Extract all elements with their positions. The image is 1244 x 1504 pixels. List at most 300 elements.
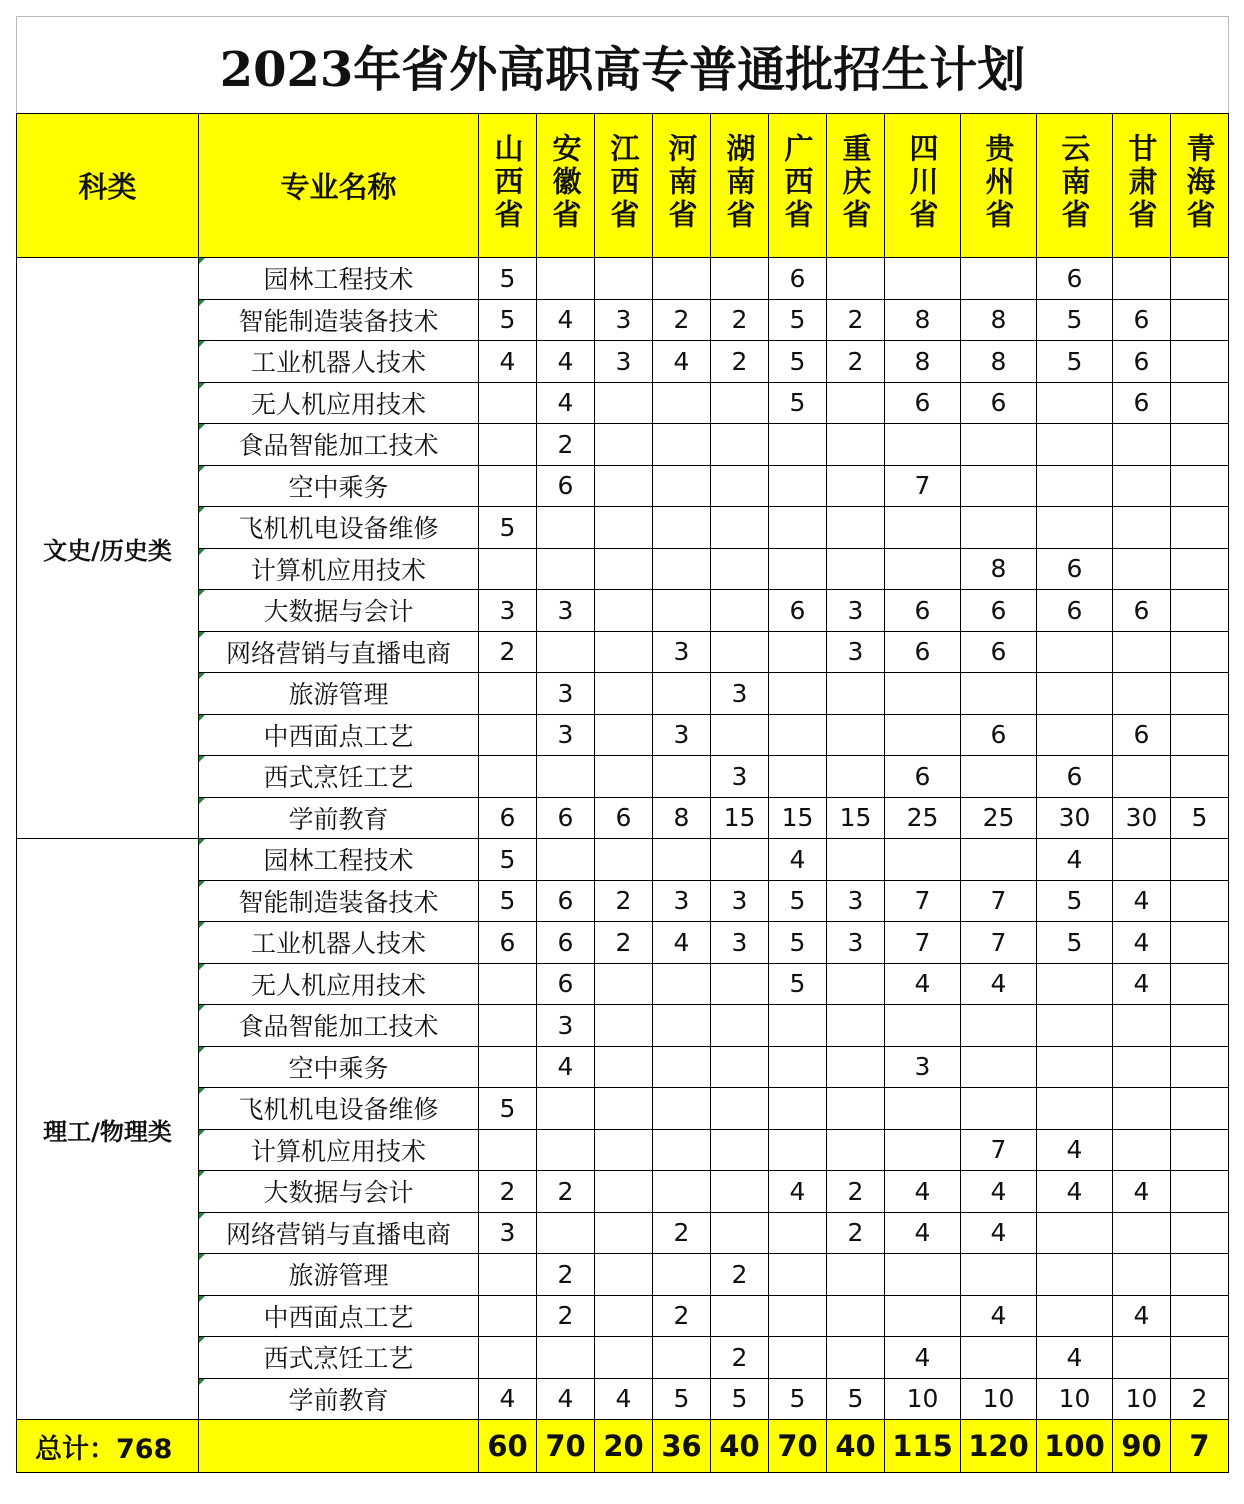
quota-cell: 2 <box>827 1212 885 1254</box>
quota-cell: 3 <box>711 880 769 922</box>
quota-cell <box>711 963 769 1005</box>
quota-cell <box>537 258 595 300</box>
quota-cell <box>711 1171 769 1213</box>
quota-cell <box>1037 1212 1113 1254</box>
quota-cell: 5 <box>769 299 827 341</box>
total-cell: 100 <box>1037 1420 1113 1473</box>
quota-cell <box>653 1337 711 1379</box>
quota-cell <box>827 1254 885 1296</box>
quota-cell <box>1171 1212 1229 1254</box>
quota-cell: 5 <box>479 507 537 549</box>
quota-cell: 5 <box>479 258 537 300</box>
quota-cell: 3 <box>653 880 711 922</box>
quota-cell: 4 <box>537 341 595 383</box>
quota-cell <box>653 382 711 424</box>
quota-cell: 2 <box>711 341 769 383</box>
quota-cell <box>769 1337 827 1379</box>
quota-cell <box>769 631 827 673</box>
table-row <box>17 1046 1229 1088</box>
header-province <box>1113 114 1171 258</box>
quota-cell: 6 <box>479 922 537 964</box>
quota-cell: 2 <box>537 1254 595 1296</box>
quota-cell <box>827 673 885 715</box>
major-name: 飞机机电设备维修 <box>199 507 479 549</box>
quota-cell <box>537 1129 595 1171</box>
quota-cell <box>885 548 961 590</box>
quota-cell <box>885 1088 961 1130</box>
header-province <box>961 114 1037 258</box>
quota-cell <box>1037 714 1113 756</box>
quota-cell: 4 <box>769 1171 827 1213</box>
quota-cell <box>1171 465 1229 507</box>
quota-cell: 4 <box>653 341 711 383</box>
total-cell: 70 <box>537 1420 595 1473</box>
quota-cell: 3 <box>885 1046 961 1088</box>
quota-cell: 4 <box>961 1295 1037 1337</box>
quota-cell: 2 <box>479 631 537 673</box>
quota-cell: 3 <box>711 922 769 964</box>
quota-cell: 6 <box>537 922 595 964</box>
quota-cell <box>653 756 711 798</box>
quota-cell: 4 <box>1037 1129 1113 1171</box>
total-cell: 60 <box>479 1420 537 1473</box>
total-row <box>17 1420 1229 1473</box>
major-name: 工业机器人技术 <box>199 922 479 964</box>
quota-cell <box>479 465 537 507</box>
province-name: 安徽省 <box>548 132 583 232</box>
quota-cell <box>769 1088 827 1130</box>
header-province <box>1037 114 1113 258</box>
quota-cell <box>711 714 769 756</box>
quota-cell: 3 <box>537 590 595 632</box>
major-name: 旅游管理 <box>199 673 479 715</box>
quota-cell <box>1171 590 1229 632</box>
quota-cell <box>653 1005 711 1047</box>
quota-cell: 8 <box>885 299 961 341</box>
total-cell: 90 <box>1113 1420 1171 1473</box>
major-name: 学前教育 <box>199 797 479 839</box>
quota-cell <box>653 1088 711 1130</box>
quota-cell <box>961 1254 1037 1296</box>
quota-cell: 7 <box>885 465 961 507</box>
total-cell: 70 <box>769 1420 827 1473</box>
quota-cell: 4 <box>537 382 595 424</box>
quota-cell: 2 <box>595 880 653 922</box>
quota-cell <box>711 1129 769 1171</box>
quota-cell: 5 <box>1037 880 1113 922</box>
quota-cell <box>1037 1088 1113 1130</box>
quota-cell: 6 <box>961 382 1037 424</box>
quota-cell: 4 <box>537 1378 595 1420</box>
table-row <box>17 1129 1229 1171</box>
table-row <box>17 341 1229 383</box>
quota-cell: 5 <box>769 1378 827 1420</box>
major-name: 计算机应用技术 <box>199 548 479 590</box>
total-cell: 40 <box>711 1420 769 1473</box>
header-province <box>827 114 885 258</box>
quota-cell: 6 <box>769 258 827 300</box>
quota-cell <box>479 1046 537 1088</box>
table-row <box>17 1212 1229 1254</box>
quota-cell <box>1113 507 1171 549</box>
quota-cell <box>1171 548 1229 590</box>
quota-cell <box>769 756 827 798</box>
quota-cell: 7 <box>961 922 1037 964</box>
quota-cell <box>479 424 537 466</box>
quota-cell <box>769 465 827 507</box>
table-row <box>17 880 1229 922</box>
quota-cell: 7 <box>961 1129 1037 1171</box>
quota-cell: 3 <box>653 714 711 756</box>
quota-cell <box>595 1046 653 1088</box>
header-province <box>1171 114 1229 258</box>
major-name: 西式烹饪工艺 <box>199 756 479 798</box>
major-name: 空中乘务 <box>199 1046 479 1088</box>
quota-cell <box>961 1088 1037 1130</box>
quota-cell <box>595 673 653 715</box>
table-row <box>17 465 1229 507</box>
quota-cell: 2 <box>595 922 653 964</box>
quota-cell: 6 <box>1113 714 1171 756</box>
province-name: 贵州省 <box>981 132 1016 232</box>
major-name: 空中乘务 <box>199 465 479 507</box>
quota-cell <box>885 1295 961 1337</box>
quota-cell: 5 <box>769 382 827 424</box>
quota-cell: 4 <box>1113 880 1171 922</box>
quota-cell <box>1113 1129 1171 1171</box>
quota-cell: 2 <box>653 1295 711 1337</box>
province-name: 甘肃省 <box>1124 132 1159 232</box>
quota-cell: 5 <box>479 880 537 922</box>
quota-cell <box>479 1254 537 1296</box>
quota-cell <box>1037 424 1113 466</box>
quota-cell: 4 <box>595 1378 653 1420</box>
enrollment-plan-sheet <box>16 16 1229 1473</box>
quota-cell: 2 <box>537 424 595 466</box>
quota-cell <box>595 1171 653 1213</box>
quota-cell <box>1113 631 1171 673</box>
province-name: 青海省 <box>1182 132 1217 232</box>
quota-cell <box>595 1212 653 1254</box>
quota-cell <box>827 1129 885 1171</box>
province-name: 四川省 <box>905 132 940 232</box>
quota-cell: 2 <box>827 341 885 383</box>
quota-cell <box>537 631 595 673</box>
header-category: 科类 <box>17 114 199 258</box>
quota-cell: 6 <box>1113 382 1171 424</box>
quota-cell: 5 <box>827 1378 885 1420</box>
quota-cell: 6 <box>537 465 595 507</box>
quota-cell: 7 <box>885 922 961 964</box>
quota-cell <box>1171 1046 1229 1088</box>
table-row <box>17 922 1229 964</box>
total-cell: 20 <box>595 1420 653 1473</box>
quota-cell <box>595 1005 653 1047</box>
enrollment-table <box>16 16 1229 1473</box>
quota-cell <box>479 673 537 715</box>
quota-cell: 10 <box>885 1378 961 1420</box>
category-cell: 理工/物理类 <box>17 839 199 1420</box>
quota-cell: 4 <box>1113 1295 1171 1337</box>
quota-cell <box>479 1005 537 1047</box>
quota-cell: 5 <box>479 839 537 881</box>
quota-cell: 6 <box>479 797 537 839</box>
major-name: 网络营销与直播电商 <box>199 631 479 673</box>
quota-cell <box>653 1046 711 1088</box>
quota-cell <box>595 590 653 632</box>
quota-cell: 3 <box>827 631 885 673</box>
quota-cell: 4 <box>769 839 827 881</box>
quota-cell <box>885 1129 961 1171</box>
quota-cell <box>711 1295 769 1337</box>
table-row <box>17 797 1229 839</box>
quota-cell <box>1171 839 1229 881</box>
table-row <box>17 1295 1229 1337</box>
quota-cell <box>537 756 595 798</box>
quota-cell <box>769 1254 827 1296</box>
quota-cell: 4 <box>479 1378 537 1420</box>
quota-cell: 4 <box>885 1212 961 1254</box>
quota-cell <box>1113 673 1171 715</box>
province-name: 湖南省 <box>722 132 757 232</box>
quota-cell: 6 <box>961 714 1037 756</box>
major-name: 无人机应用技术 <box>199 963 479 1005</box>
quota-cell: 5 <box>1171 797 1229 839</box>
quota-cell <box>595 1337 653 1379</box>
quota-cell <box>711 1212 769 1254</box>
quota-cell <box>885 714 961 756</box>
quota-cell <box>653 1171 711 1213</box>
quota-cell <box>595 548 653 590</box>
quota-cell <box>653 258 711 300</box>
quota-cell <box>827 548 885 590</box>
quota-cell <box>961 507 1037 549</box>
quota-cell: 6 <box>1037 756 1113 798</box>
quota-cell: 5 <box>769 922 827 964</box>
quota-cell: 2 <box>653 299 711 341</box>
total-cell: 115 <box>885 1420 961 1473</box>
province-name: 河南省 <box>664 132 699 232</box>
province-name: 山西省 <box>490 132 525 232</box>
quota-cell: 25 <box>885 797 961 839</box>
quota-cell <box>711 590 769 632</box>
quota-cell <box>1171 1129 1229 1171</box>
major-name: 食品智能加工技术 <box>199 424 479 466</box>
quota-cell <box>769 714 827 756</box>
quota-cell <box>595 258 653 300</box>
quota-cell <box>961 258 1037 300</box>
table-row <box>17 963 1229 1005</box>
quota-cell: 6 <box>885 756 961 798</box>
quota-cell <box>1113 1212 1171 1254</box>
quota-cell <box>1037 673 1113 715</box>
quota-cell <box>711 548 769 590</box>
quota-cell: 4 <box>537 1046 595 1088</box>
quota-cell <box>885 1005 961 1047</box>
quota-cell <box>653 424 711 466</box>
quota-cell <box>769 507 827 549</box>
quota-cell <box>1037 1046 1113 1088</box>
quota-cell <box>961 756 1037 798</box>
quota-cell <box>885 424 961 466</box>
quota-cell <box>1113 839 1171 881</box>
quota-cell <box>1171 382 1229 424</box>
quota-cell: 4 <box>537 299 595 341</box>
quota-cell <box>769 1129 827 1171</box>
quota-cell <box>1171 963 1229 1005</box>
header-major: 专业名称 <box>199 114 479 258</box>
quota-cell: 10 <box>1037 1378 1113 1420</box>
major-name: 网络营销与直播电商 <box>199 1212 479 1254</box>
table-row <box>17 1005 1229 1047</box>
table-row <box>17 382 1229 424</box>
quota-cell: 15 <box>769 797 827 839</box>
quota-cell: 15 <box>827 797 885 839</box>
quota-cell: 3 <box>711 756 769 798</box>
quota-cell <box>827 465 885 507</box>
quota-cell <box>1037 465 1113 507</box>
quota-cell: 5 <box>769 341 827 383</box>
quota-cell <box>1171 299 1229 341</box>
quota-cell: 6 <box>885 590 961 632</box>
quota-cell <box>769 1005 827 1047</box>
header-province <box>769 114 827 258</box>
quota-cell: 4 <box>961 1171 1037 1213</box>
quota-cell <box>827 258 885 300</box>
quota-cell <box>885 1254 961 1296</box>
table-row <box>17 424 1229 466</box>
quota-cell <box>537 548 595 590</box>
quota-cell: 3 <box>653 631 711 673</box>
table-row <box>17 507 1229 549</box>
table-row <box>17 1088 1229 1130</box>
table-row <box>17 1378 1229 1420</box>
table-row <box>17 756 1229 798</box>
quota-cell <box>1113 465 1171 507</box>
total-label: 总计：768 <box>17 1420 199 1473</box>
quota-cell <box>711 258 769 300</box>
quota-cell <box>711 465 769 507</box>
quota-cell <box>711 631 769 673</box>
quota-cell: 3 <box>479 590 537 632</box>
quota-cell <box>653 590 711 632</box>
quota-cell <box>711 1005 769 1047</box>
quota-cell <box>479 1129 537 1171</box>
quota-cell <box>479 1295 537 1337</box>
quota-cell: 6 <box>961 631 1037 673</box>
quota-cell <box>1171 1088 1229 1130</box>
quota-cell: 4 <box>885 1171 961 1213</box>
table-row <box>17 590 1229 632</box>
quota-cell: 15 <box>711 797 769 839</box>
quota-cell <box>1171 880 1229 922</box>
quota-cell: 6 <box>961 590 1037 632</box>
quota-cell <box>653 548 711 590</box>
quota-cell <box>1113 1337 1171 1379</box>
quota-cell <box>595 1295 653 1337</box>
table-row <box>17 673 1229 715</box>
quota-cell: 5 <box>1037 341 1113 383</box>
quota-cell: 6 <box>1113 590 1171 632</box>
quota-cell <box>885 258 961 300</box>
table-row <box>17 548 1229 590</box>
quota-cell: 4 <box>885 1337 961 1379</box>
quota-cell: 8 <box>885 341 961 383</box>
major-name: 智能制造装备技术 <box>199 299 479 341</box>
quota-cell <box>1037 507 1113 549</box>
quota-cell: 10 <box>961 1378 1037 1420</box>
quota-cell <box>1171 756 1229 798</box>
quota-cell <box>537 1337 595 1379</box>
quota-cell: 4 <box>1037 839 1113 881</box>
quota-cell: 2 <box>827 299 885 341</box>
table-row <box>17 299 1229 341</box>
quota-cell <box>595 714 653 756</box>
quota-cell: 4 <box>653 922 711 964</box>
quota-cell: 3 <box>827 880 885 922</box>
quota-cell: 30 <box>1113 797 1171 839</box>
quota-cell <box>769 1212 827 1254</box>
quota-cell <box>653 1254 711 1296</box>
quota-cell: 5 <box>1037 922 1113 964</box>
quota-cell: 8 <box>961 548 1037 590</box>
quota-cell <box>769 548 827 590</box>
quota-cell: 4 <box>1113 922 1171 964</box>
table-row <box>17 1254 1229 1296</box>
quota-cell <box>961 1337 1037 1379</box>
quota-cell <box>827 839 885 881</box>
quota-cell <box>961 839 1037 881</box>
quota-cell <box>479 1337 537 1379</box>
total-cell: 120 <box>961 1420 1037 1473</box>
quota-cell: 3 <box>537 1005 595 1047</box>
quota-cell <box>711 1088 769 1130</box>
major-name: 无人机应用技术 <box>199 382 479 424</box>
quota-cell <box>537 839 595 881</box>
quota-cell: 8 <box>653 797 711 839</box>
quota-cell <box>595 1254 653 1296</box>
quota-cell <box>827 507 885 549</box>
table-row <box>17 1171 1229 1213</box>
quota-cell <box>595 1129 653 1171</box>
quota-cell: 8 <box>961 341 1037 383</box>
quota-cell <box>961 673 1037 715</box>
table-row <box>17 258 1229 300</box>
quota-cell: 5 <box>479 1088 537 1130</box>
total-spacer <box>199 1420 479 1473</box>
quota-cell: 4 <box>1113 963 1171 1005</box>
quota-cell <box>711 839 769 881</box>
quota-cell <box>1037 1005 1113 1047</box>
quota-cell <box>537 507 595 549</box>
quota-cell: 5 <box>1037 299 1113 341</box>
major-name: 大数据与会计 <box>199 590 479 632</box>
quota-cell <box>1171 507 1229 549</box>
quota-cell: 6 <box>1113 341 1171 383</box>
quota-cell <box>885 673 961 715</box>
total-cell: 7 <box>1171 1420 1229 1473</box>
category-cell: 文史/历史类 <box>17 258 199 839</box>
quota-cell: 5 <box>479 299 537 341</box>
quota-cell: 5 <box>769 963 827 1005</box>
quota-cell <box>1171 673 1229 715</box>
quota-cell: 4 <box>1037 1337 1113 1379</box>
quota-cell <box>827 424 885 466</box>
quota-cell <box>653 507 711 549</box>
header-province <box>537 114 595 258</box>
quota-cell <box>961 465 1037 507</box>
quota-cell <box>1037 963 1113 1005</box>
